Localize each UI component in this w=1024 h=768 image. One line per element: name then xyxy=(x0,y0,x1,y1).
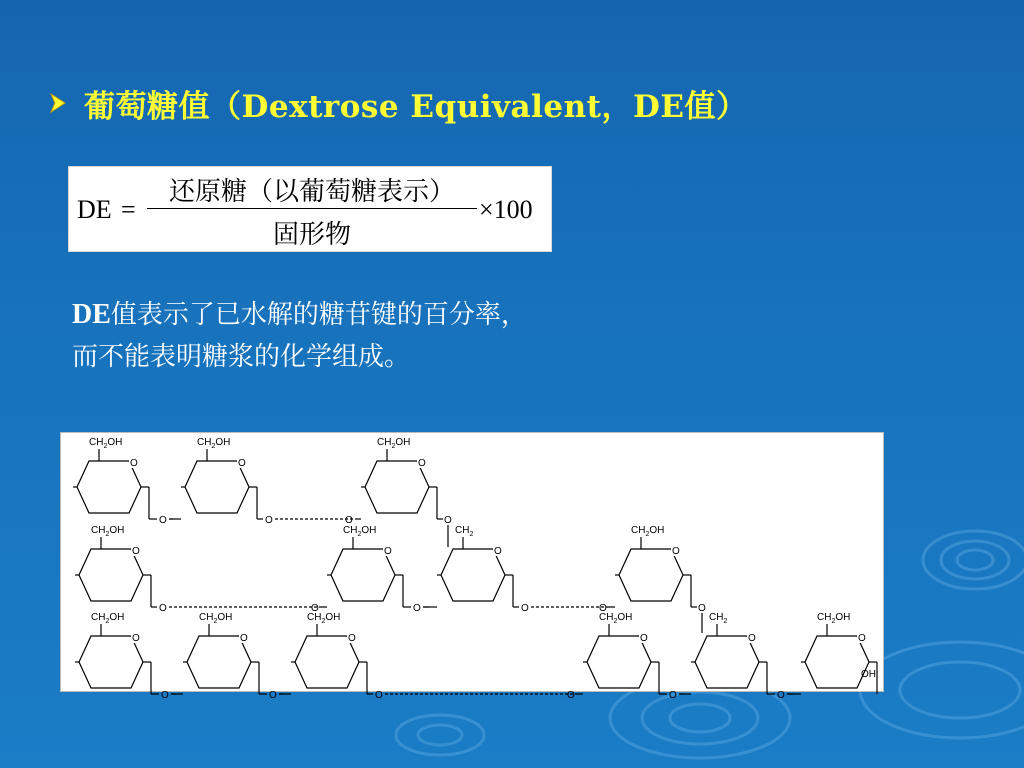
ring-oxygen-label: O xyxy=(384,546,392,557)
linkage-oxygen-label: O xyxy=(161,690,169,701)
title-row xyxy=(48,78,747,128)
ring-oxygen-label: O xyxy=(858,633,866,644)
ring-oxygen-label: O xyxy=(672,546,680,557)
branch-oxygen-label: O xyxy=(698,603,706,614)
ring-oxygen-label: O xyxy=(238,458,246,469)
ring-oxygen-label: O xyxy=(418,458,426,469)
ring-oxygen-label: O xyxy=(640,633,648,644)
ch2oh-label: $CH_2OH$ xyxy=(307,612,341,625)
formula-multiplier: ×100 xyxy=(479,195,533,224)
ch2oh-label: $CH_2OH$ xyxy=(89,437,123,450)
linkage-oxygen-label: O xyxy=(159,603,167,614)
ch2oh-label: $CH_2OH$ xyxy=(817,612,851,625)
ch2oh-label: $CH_2OH$ xyxy=(91,612,125,625)
ch2-label: $CH_2$ xyxy=(709,612,728,625)
ring-oxygen-label: O xyxy=(240,633,248,644)
ring-oxygen-label: O xyxy=(130,458,138,469)
linkage-oxygen-label: O xyxy=(345,515,353,526)
linkage-oxygen-label: O xyxy=(521,603,529,614)
ring-oxygen-label: O xyxy=(494,546,502,557)
ch2oh-label: $CH_2OH$ xyxy=(197,437,231,450)
formula-lhs: DE xyxy=(77,195,112,224)
de-formula xyxy=(68,166,552,252)
branch-oxygen-label: O xyxy=(444,515,452,526)
glucose-polymer-diagram xyxy=(60,432,884,701)
linkage-oxygen-label: O xyxy=(269,690,277,701)
terminal-oh-label: OH xyxy=(861,669,876,680)
description-line-1 xyxy=(72,294,527,336)
ch2-label: $CH_2$ xyxy=(455,525,474,538)
slide-title: 葡萄糖值（Dextrose Equivalent，DE值） xyxy=(84,88,748,125)
fraction-bar xyxy=(147,208,477,209)
polysaccharide-structure xyxy=(61,433,883,701)
linkage-oxygen-label: O xyxy=(375,690,383,701)
description-line-2: 而不能表明糖浆的化学组成。 xyxy=(72,342,411,372)
de-description xyxy=(72,294,527,378)
ring-oxygen-label: O xyxy=(132,633,140,644)
linkage-oxygen-label: O xyxy=(567,690,575,701)
linkage-oxygen-label: O xyxy=(777,690,785,701)
ch2oh-label: $CH_2OH$ xyxy=(343,525,377,538)
ch2oh-label: $CH_2OH$ xyxy=(631,525,665,538)
ch2oh-label: $CH_2OH$ xyxy=(91,525,125,538)
arrowhead-bullet-icon xyxy=(48,92,68,114)
ring-oxygen-label: O xyxy=(348,633,356,644)
description-text-1: 值表示了已水解的糖苷键的百分率， xyxy=(110,300,527,330)
ch2oh-label: $CH_2OH$ xyxy=(199,612,233,625)
formula-equals: = xyxy=(121,195,136,224)
ring-oxygen-label: O xyxy=(132,546,140,557)
linkage-oxygen-label: O xyxy=(159,515,167,526)
linkage-oxygen-label: O xyxy=(599,603,607,614)
ch2oh-label: $CH_2OH$ xyxy=(599,612,633,625)
ch2oh-label: $CH_2OH$ xyxy=(377,437,411,450)
linkage-oxygen-label: O xyxy=(413,603,421,614)
linkage-oxygen-label: O xyxy=(311,603,319,614)
linkage-oxygen-label: O xyxy=(265,515,273,526)
description-de-bold: DE xyxy=(72,299,111,330)
formula-denominator: 固形物 xyxy=(272,220,351,249)
formula-numerator: 还原糖（以葡萄糖表示） xyxy=(168,177,455,206)
ring-oxygen-label: O xyxy=(748,633,756,644)
linkage-oxygen-label: O xyxy=(669,690,677,701)
